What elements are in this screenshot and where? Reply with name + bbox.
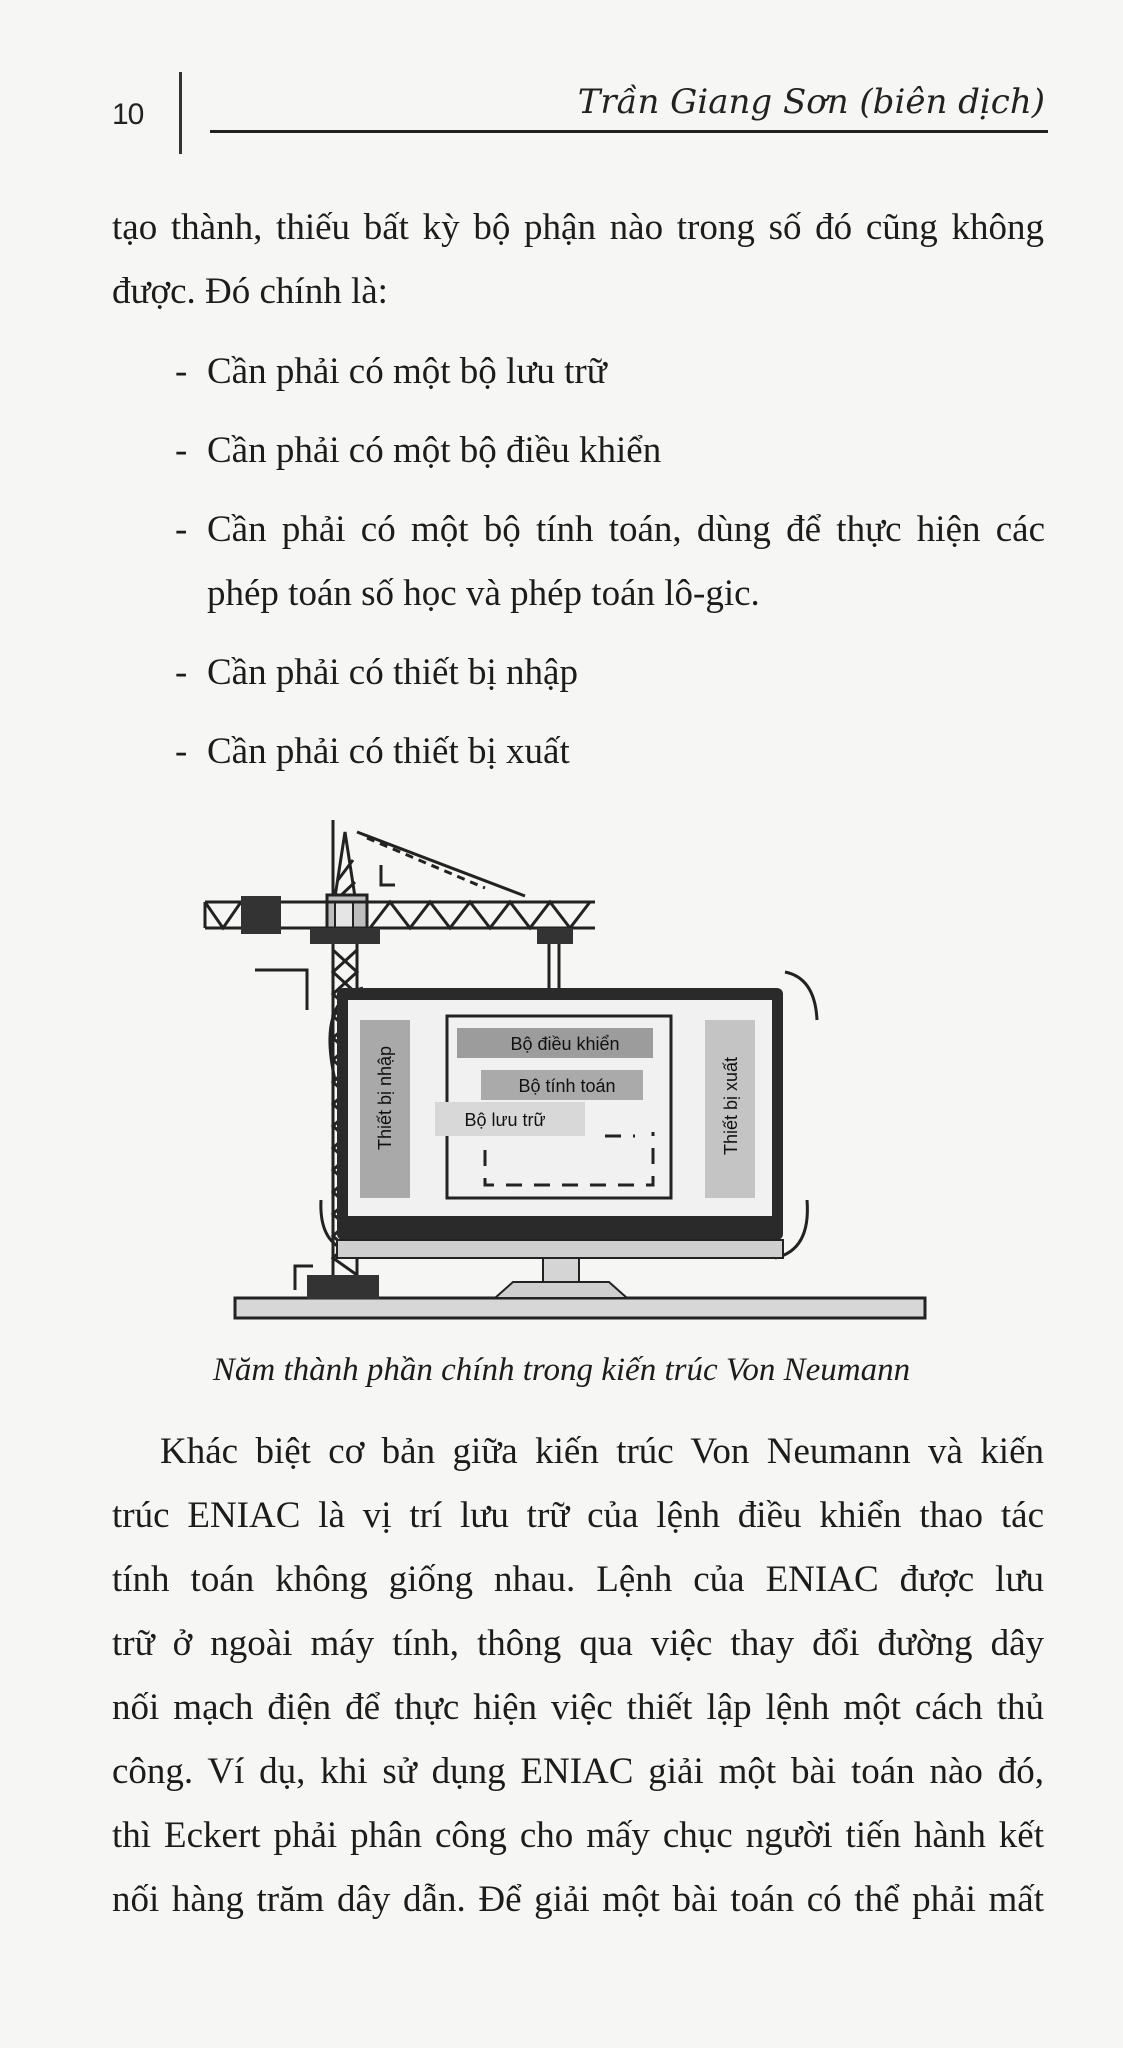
list-item (175, 419, 1045, 483)
list-item-text-continued: phép toán số học và phép toán lô-gic. (207, 573, 760, 614)
input-device-label: Thiết bị nhập (375, 1045, 395, 1150)
bullet-dash: - (175, 430, 188, 471)
requirements-list (175, 340, 1045, 799)
header-rule (210, 130, 1048, 133)
bullet-dash: - (175, 351, 188, 392)
storage-unit-label: Bộ lưu trữ (464, 1110, 546, 1130)
crane-side-bracket (255, 970, 307, 1010)
crane-trolley (537, 928, 573, 944)
paragraph-line: tạo thành, thiếu bất kỳ bộ phận nào trong số đó cũng không (112, 207, 1044, 248)
crane-jib-joint (310, 928, 380, 944)
list-item (175, 720, 1045, 784)
paragraph-line: thì Eckert phải phân công cho mấy chục người tiến hành kết (112, 1815, 1044, 1856)
paragraph-line: trữ ở ngoài máy tính, thông qua việc thay đổi đường dây (112, 1623, 1044, 1664)
paragraph-line: nối hàng trăm dây dẫn. Để giải một bài toán có thể phải mất (112, 1879, 1044, 1920)
bullet-dash: - (175, 509, 188, 550)
control-unit-label: Bộ điều khiển (510, 1034, 620, 1054)
header-vertical-rule (179, 72, 182, 154)
crane-cab-window (335, 902, 353, 928)
crane-counterweight (241, 896, 281, 934)
list-item-text: Cần phải có một bộ điều khiển (207, 430, 662, 471)
paragraph-line: tính toán không giống nhau. Lệnh của ENIAC được lưu (112, 1559, 1044, 1600)
paragraph-line: được. Đó chính là: (112, 271, 388, 312)
list-item (175, 641, 1045, 705)
monitor-chin (337, 1240, 783, 1258)
list-item (175, 498, 1045, 626)
list-item-text: Cần phải có một bộ tính toán, dùng để thực hiện các (207, 509, 1045, 550)
crane-computer-illustration (195, 820, 940, 1330)
compute-unit-label: Bộ tính toán (518, 1076, 616, 1096)
figure-caption: Năm thành phần chính trong kiến trúc Von Neumann (212, 1352, 911, 1388)
paragraph-line: công. Ví dụ, khi sử dụng ENIAC giải một bài toán nào đó, (112, 1751, 1044, 1792)
paragraph-bottom (112, 1420, 1044, 1932)
ground-slab (235, 1298, 925, 1318)
paragraph-top (112, 196, 1044, 324)
list-item (175, 340, 1045, 404)
crane-cab-bracket (381, 865, 395, 885)
running-head: Trần Giang Sơn (biên dịch) (577, 82, 1045, 122)
von-neumann-illustration (195, 820, 940, 1330)
bullet-dash: - (175, 652, 188, 693)
list-item-text: Cần phải có thiết bị nhập (207, 652, 578, 693)
monitor-stand (495, 1282, 627, 1298)
monitor-neck (543, 1258, 579, 1282)
list-item-text: Cần phải có một bộ lưu trữ (207, 351, 607, 392)
page-number: 10 (112, 98, 144, 131)
paragraph-line: Khác biệt cơ bản giữa kiến trúc Von Neumann và kiến (160, 1431, 1044, 1472)
list-item-text: Cần phải có thiết bị xuất (207, 731, 570, 772)
bullet-dash: - (175, 731, 188, 772)
output-device-label: Thiết bị xuất (721, 1056, 741, 1155)
crane-base-block (307, 1275, 379, 1299)
paragraph-line: nối mạch điện để thực hiện việc thiết lập lệnh một cách thủ (112, 1687, 1044, 1728)
paragraph-line: trúc ENIAC là vị trí lưu trữ của lệnh điều khiển thao tác (112, 1495, 1044, 1536)
